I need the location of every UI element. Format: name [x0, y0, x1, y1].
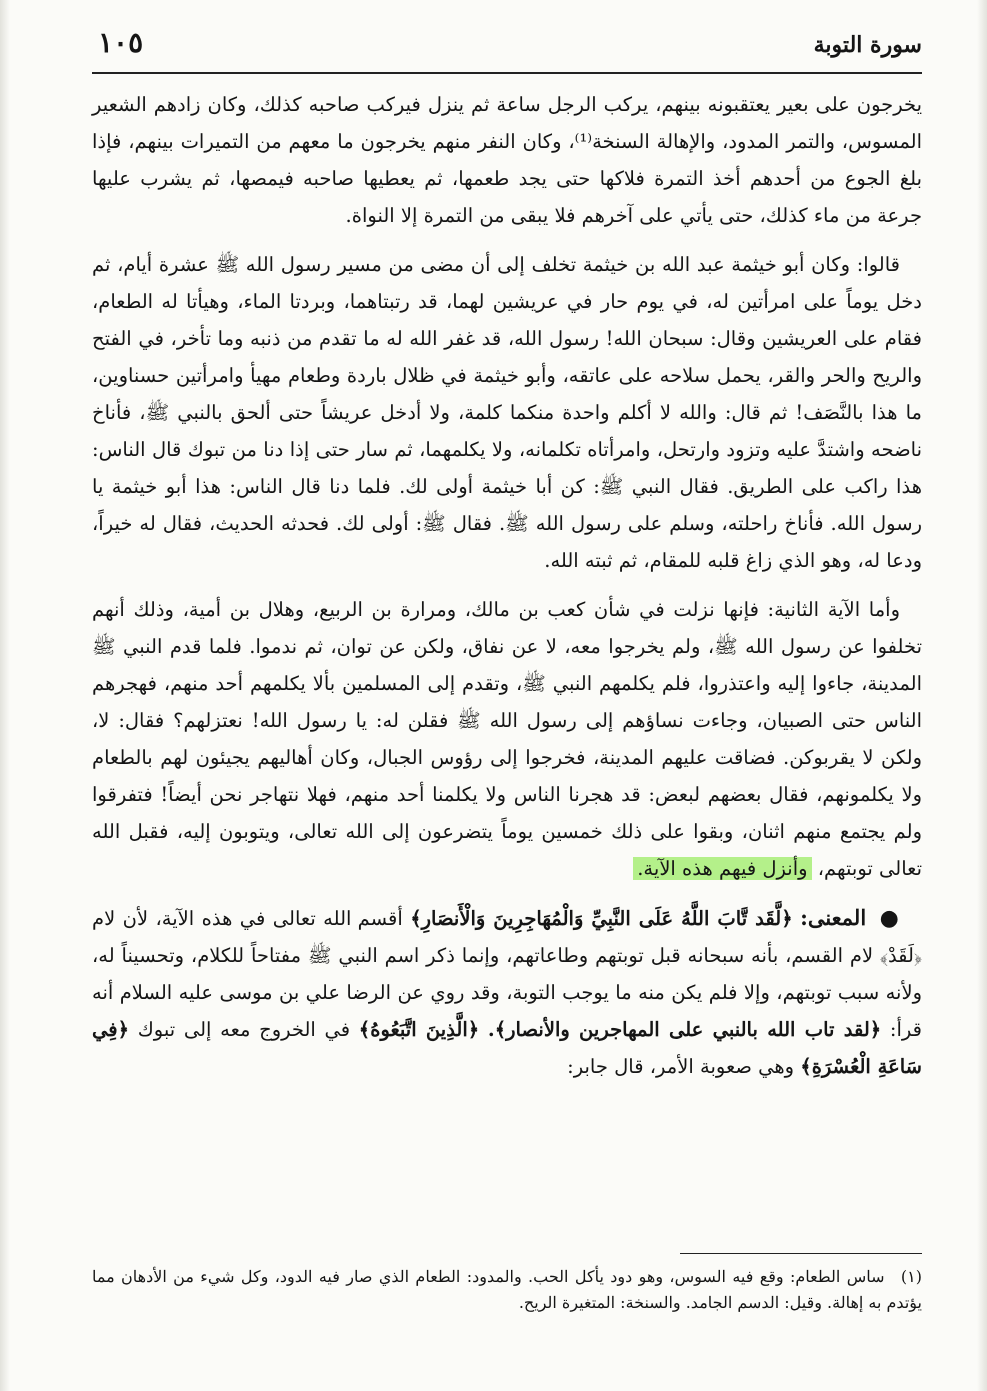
page-edge-shadow-left: [0, 0, 10, 1391]
page-edge-shadow-right: [977, 0, 987, 1391]
highlighted-text: وأنزل فيهم هذه الآية.: [633, 857, 811, 880]
bullet-icon: ●: [879, 906, 901, 931]
meaning-paragraph: [92, 899, 922, 1085]
meaning-verse-3: ﴿فِي سَاعَةِ الْعُسْرَةِ﴾: [92, 1018, 922, 1078]
page-number: ١٠٥: [98, 26, 144, 59]
footnote-mark: (١): [900, 1267, 922, 1286]
footnote-text: ساس الطعام: وقع فيه السوس، وهو دود يأكل الحب. والمدود: الطعام الذي صار فيه الدود، وكل شيء من الأدهان مما يؤتدم به إهالة. وقيل: الدسم الجامد. والسنخة: المتغيرة الريح.: [92, 1267, 922, 1312]
meaning-text-2: في الخروج معه إلى تبوك: [137, 1018, 351, 1041]
second-verse-text: وأما الآية الثانية: فإنها نزلت في شأن كعب بن مالك، ومرارة بن الربيع، وهلال بن أمية، وذلك أنهم تخلفوا عن رسول الله ﷺ، ولم يخرجوا معه، لا عن نفاق، ولكن عن توان، ثم ندموا. فلما قدم النبي ﷺ المدينة، جاءوا إليه واعتذروا، فلم يكلمهم النبي ﷺ، وتقدم إلى المسلمين بألا يكلمهم أحد منهم، فهجرهم الناس حتى الصبيان، وجاءت نساؤهم إلى رسول الله ﷺ فقلن له: يا رسول الله! نعتزلهم؟ فقال: لا، ولكن لا يقربوكن. فضاقت عليهم المدينة، فخرجوا إلى رؤوس الجبال، وكان أهاليهم يجيئون لهم بالطعام ولا يكلمونهم، فقال بعضهم لبعض: قد هجرنا الناس ولا يكلمنا أحد منهم، فهلا نتهاجر نحن أيضاً! فتفرقوا ولم يجتمع منهم اثنان، وبقوا على ذلك خمسين يوماً يتضرعون إلى الله تعالى، ويتوبون إليه، فقبل الله تعالى توبتهم،: [92, 598, 922, 880]
meaning-verse: ﴿لَّقَد تَّابَ اللَّهُ عَلَى النَّبِيِّ وَالْمُهَاجِرِينَ وَالْأَنصَارِ﴾: [410, 907, 793, 930]
meaning-text-1: أقسم الله تعالى في هذه الآية، لأن لام ﴿لَقَدْ﴾ لام القسم، بأنه سبحانه قبل توبتهم وطاعاتهم، وإنما ذكر اسم النبي ﷺ مفتاحاً للكلام، وتحسيناً له، ولأنه سبب توبتهم، وإلا فلم يكن منه ما يوجب التوبة، وقد روي عن الرضا علي بن موسى عليه السلام أنه قرأ:: [92, 907, 922, 1041]
footnote-divider: [680, 1253, 922, 1254]
page-body: [92, 86, 922, 1097]
paragraph-abu-khaythama: قالوا: وكان أبو خيثمة عبد الله بن خيثمة تخلف إلى أن مضى من مسير رسول الله ﷺ عشرة أيام، ثم دخل يوماً على امرأتين له، في يوم حار في عريشين لهما، قد رتبتاهما، وبردتا الماء، وهيأتا له الطعام، فقام على العريشين وقال: سبحان الله! رسول الله، قد غفر الله له ما تقدم من ذنبه وما تأخر، في الفتح والريح والحر والقر، يحمل سلاحه على عاتقه، وأبو خيثمة في ظلال باردة وطعام مهيأ وامرأتين حسناوين، ما هذا بالنَّصَف! ثم قال: والله لا أكلم واحدة منكما كلمة، ولا أدخل عريشاً حتى ألحق بالنبي ﷺ، فأناخ ناضحه واشتدَّ عليه وتزود وارتحل، وامرأتاه تكلمانه، ولا يكلمهما، ثم سار حتى إذا دنا من تبوك قال الناس: هذا راكب على الطريق. فقال النبي ﷺ: كن أبا خيثمة أولى لك. فلما دنا قال الناس: هذا أبو خيثمة يا رسول الله. فأناخ راحلته، وسلم على رسول الله ﷺ. فقال ﷺ: أولى لك. فحدثه الحديث، فقال له خيراً، ودعا له، وهو الذي زاغ قلبه للمقام، ثم ثبته الله.: [92, 253, 922, 572]
paragraph-provisions: يخرجون على بعير يعتقبونه بينهم، يركب الرجل ساعة ثم ينزل فيركب صاحبه كذلك، وكان زادهم الشعير المسوس، والتمر المدود، والإهالة السنخة⁽¹⁾، وكان النفر منهم يخرجون ما معهم من التميرات بينهم، فإذا بلغ الجوع من أحدهم أخذ التمرة فلاكها حتى يجد طعمها، ثم يعطيها صاحبه فيمصها، ثم يشرب عليها جرعة من ماء كذلك، حتى يأتي على آخرهم فلا يبقى من التمرة إلا النواة.: [92, 93, 922, 227]
meaning-verse-2: ﴿الَّذِينَ اتَّبَعُوهُ﴾: [358, 1018, 480, 1041]
meaning-reading: ﴿لقد تاب الله بالنبي على المهاجرين والأنصار﴾.: [487, 1018, 882, 1041]
paragraph-second-verse: [92, 591, 922, 887]
page-header: [92, 26, 922, 74]
surah-title: سورة التوبة: [813, 32, 922, 58]
meaning-text-3: وهي صعوبة الأمر، قال جابر:: [567, 1055, 795, 1078]
meaning-label: المعنى:: [800, 905, 867, 930]
footnote: [92, 1264, 922, 1316]
